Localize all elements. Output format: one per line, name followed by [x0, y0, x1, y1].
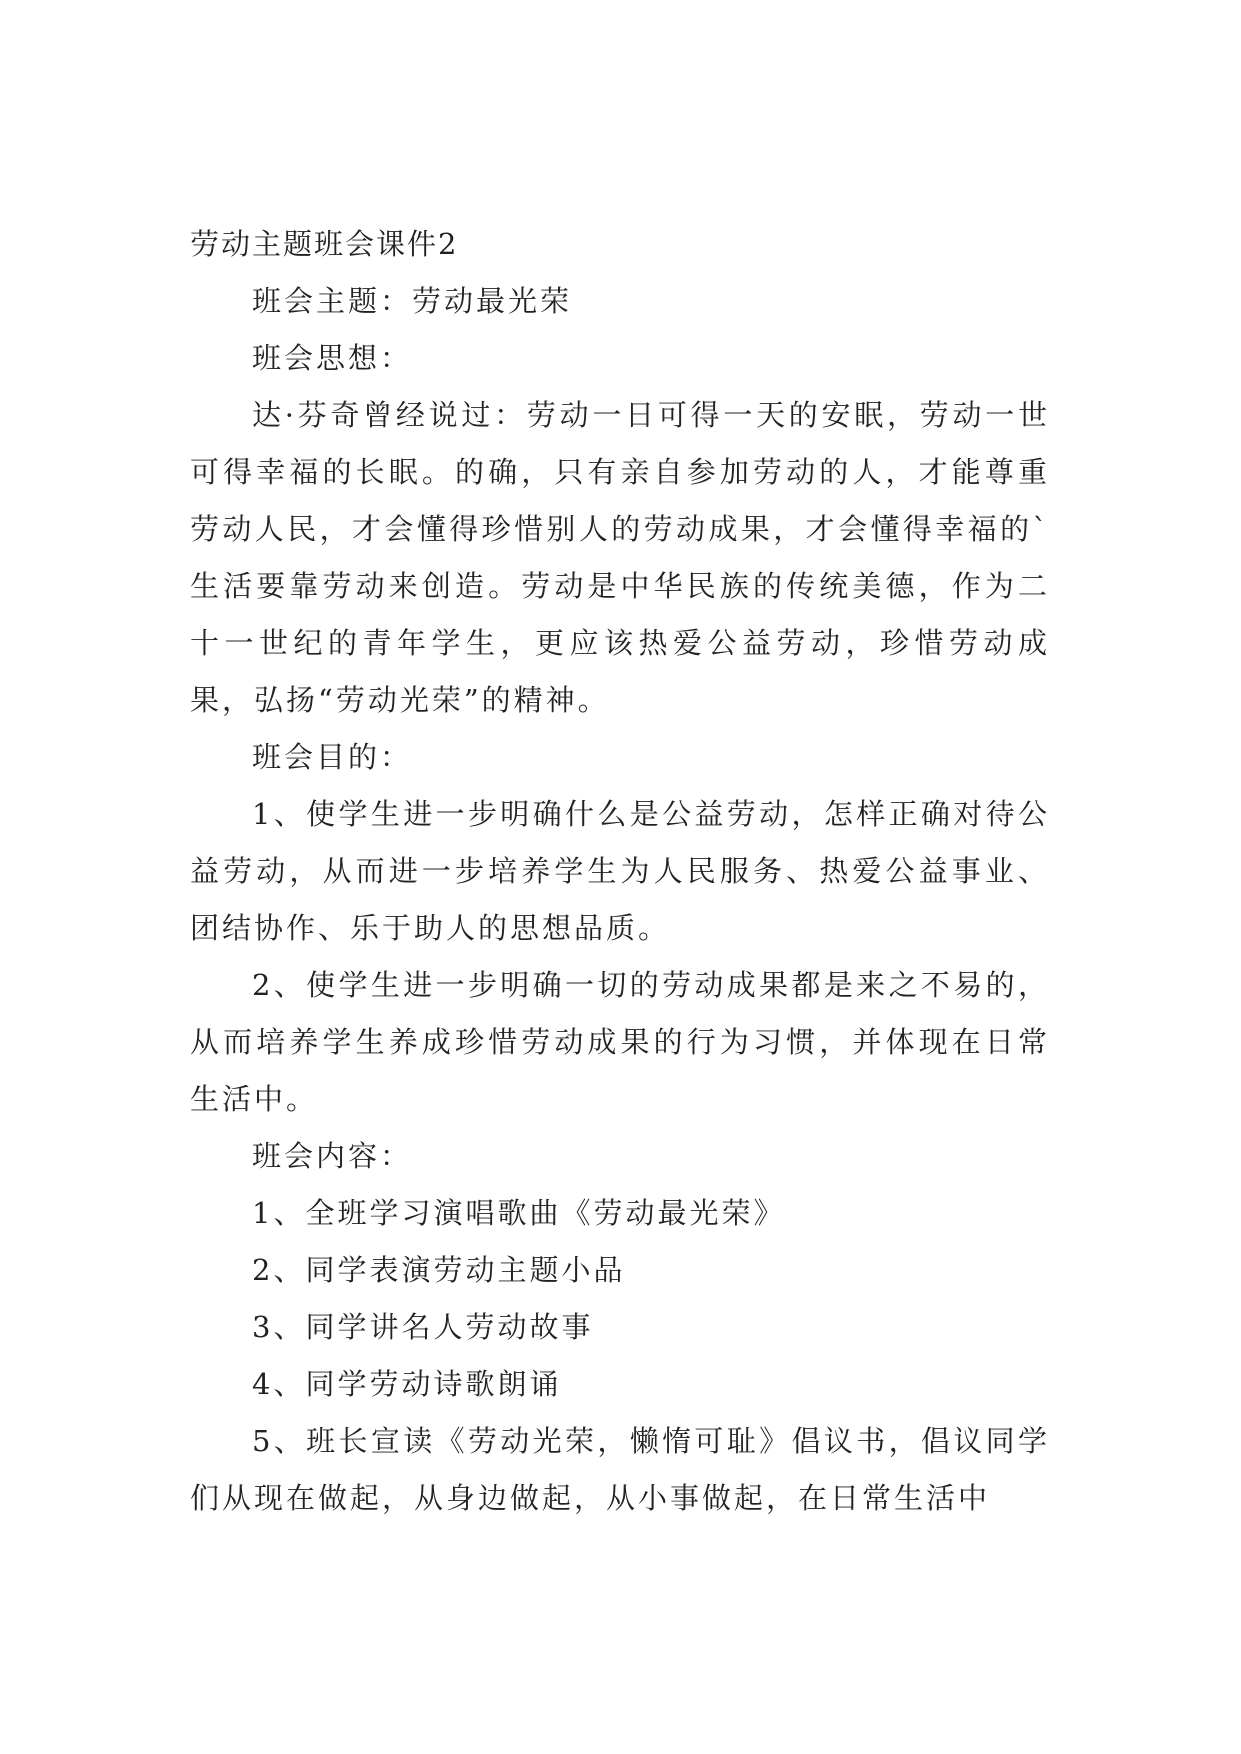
paragraph-thought-heading: 班会思想：: [252, 341, 413, 375]
paragraph-content-4: 4、同学劳动诗歌朗诵: [252, 1367, 562, 1401]
paragraph-content-1: 1、全班学习演唱歌曲《劳动最光荣》: [252, 1196, 786, 1230]
paragraph-purpose-heading: 班会目的：: [252, 740, 413, 774]
paragraph-theme: 班会主题：劳动最光荣: [252, 284, 573, 318]
paragraph-purpose-1: 1、使学生进一步明确什么是公益劳动，怎样正确对待公益劳动，从而进一步培养学生为人民服务、热爱公益事业、团结协作、乐于助人的思想品质。: [190, 797, 1050, 945]
paragraph-content-heading: 班会内容：: [252, 1139, 413, 1173]
paragraph-content-5: 5、班长宣读《劳动光荣，懒惰可耻》倡议书，倡议同学们从现在做起，从身边做起，从小事做起，在日常生活中: [190, 1424, 1050, 1515]
document-body: [190, 216, 1050, 1527]
paragraph-content-2: 2、同学表演劳动主题小品: [252, 1253, 626, 1287]
paragraph-purpose-2: 2、使学生进一步明确一切的劳动成果都是来之不易的，从而培养学生养成珍惜劳动成果的行为习惯，并体现在日常生活中。: [190, 968, 1050, 1116]
paragraph-content-3: 3、同学讲名人劳动故事: [252, 1310, 594, 1344]
paragraph-thought-body: 达·芬奇曾经说过：劳动一日可得一天的安眠，劳动一世可得幸福的长眠。的确，只有亲自参加劳动的人，才能尊重劳动人民，才会懂得珍惜别人的劳动成果，才会懂得幸福的`生活要靠劳动来创造。劳动是中华民族的传统美德，作为二十一世纪的青年学生，更应该热爱公益劳动，珍惜劳动成果，弘扬“劳动光荣”的精神。: [190, 398, 1050, 717]
document-title: 劳动主题班会课件2: [190, 227, 459, 261]
